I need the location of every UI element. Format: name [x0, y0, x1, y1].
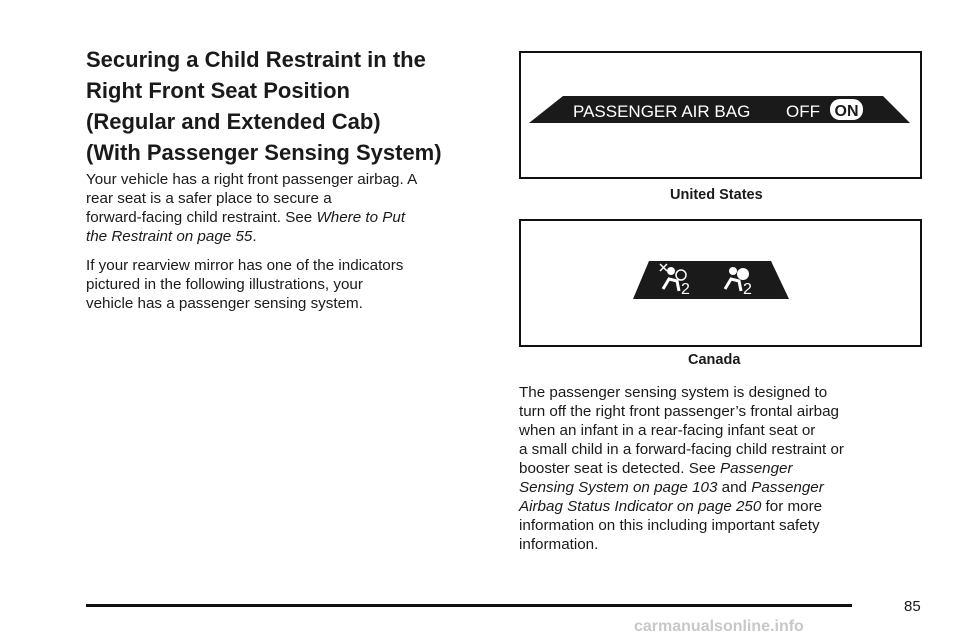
text-line: [86, 227, 496, 246]
figure-caption: United States: [670, 187, 763, 203]
heading-line: Right Front Seat Position: [86, 78, 350, 103]
text-line: rear seat is a safer place to secure a: [86, 190, 332, 207]
off-label: OFF: [786, 102, 820, 121]
text-line: [519, 497, 929, 516]
on-label: ON: [834, 103, 859, 120]
section-heading: [86, 44, 486, 168]
text-line: [519, 478, 929, 497]
footer-rule: [86, 604, 852, 607]
heading-line: (With Passenger Sensing System): [86, 140, 442, 165]
text-line: a small child in a forward-facing child restraint or: [519, 441, 844, 458]
us-indicator-figure: [519, 51, 922, 179]
text-line: information.: [519, 536, 599, 553]
indicator-paragraph: [86, 256, 496, 313]
passenger-airbag-indicator-illustration: [521, 53, 920, 177]
text-line: vehicle has a passenger sensing system.: [86, 295, 363, 312]
text-line: when an infant in a rear-facing infant seat or: [519, 422, 816, 439]
text-line: pictured in the following illustrations, your: [86, 276, 363, 293]
text-fragment: forward-facing child restraint. See: [86, 209, 317, 226]
watermark: carmanualsonline.info: [634, 618, 804, 635]
icon-number: 2: [681, 281, 690, 298]
airbag-label: PASSENGER AIR BAG: [573, 102, 751, 121]
cross-reference-link[interactable]: Airbag Status Indicator on page 250: [519, 498, 762, 515]
cross-reference-link[interactable]: Where to Put: [316, 209, 406, 226]
heading-line: Securing a Child Restraint in the: [86, 47, 426, 72]
cross-reference-link[interactable]: Passenger: [751, 479, 824, 496]
intro-paragraph: [86, 170, 496, 246]
page-number: 85: [904, 598, 921, 615]
cross-reference-link[interactable]: Sensing System on page 103: [519, 479, 718, 496]
text-fragment: for more: [761, 498, 823, 515]
text-line: turn off the right front passenger’s frontal airbag: [519, 403, 839, 420]
text-fragment: booster seat is detected. See: [519, 460, 720, 477]
cross-reference-link[interactable]: the Restraint on page 55: [86, 228, 253, 245]
cross-reference-link[interactable]: Passenger: [719, 460, 793, 477]
indicator-housing: [633, 261, 789, 299]
text-fragment: .: [252, 228, 257, 245]
canada-airbag-indicator-illustration: [521, 221, 920, 345]
figure-caption: Canada: [688, 352, 741, 368]
icon-number: 2: [743, 281, 752, 298]
canada-indicator-figure: [519, 219, 922, 347]
text-fragment: and: [717, 479, 752, 496]
text-line: If your rearview mirror has one of the indicators: [86, 257, 404, 274]
text-line: [86, 208, 496, 227]
sensing-system-paragraph: [519, 383, 929, 554]
text-line: information on this including important safety: [519, 517, 820, 534]
heading-line: (Regular and Extended Cab): [86, 109, 381, 134]
text-line: Your vehicle has a right front passenger airbag. A: [86, 171, 418, 188]
text-line: [519, 459, 929, 478]
text-line: The passenger sensing system is designed to: [519, 384, 828, 401]
